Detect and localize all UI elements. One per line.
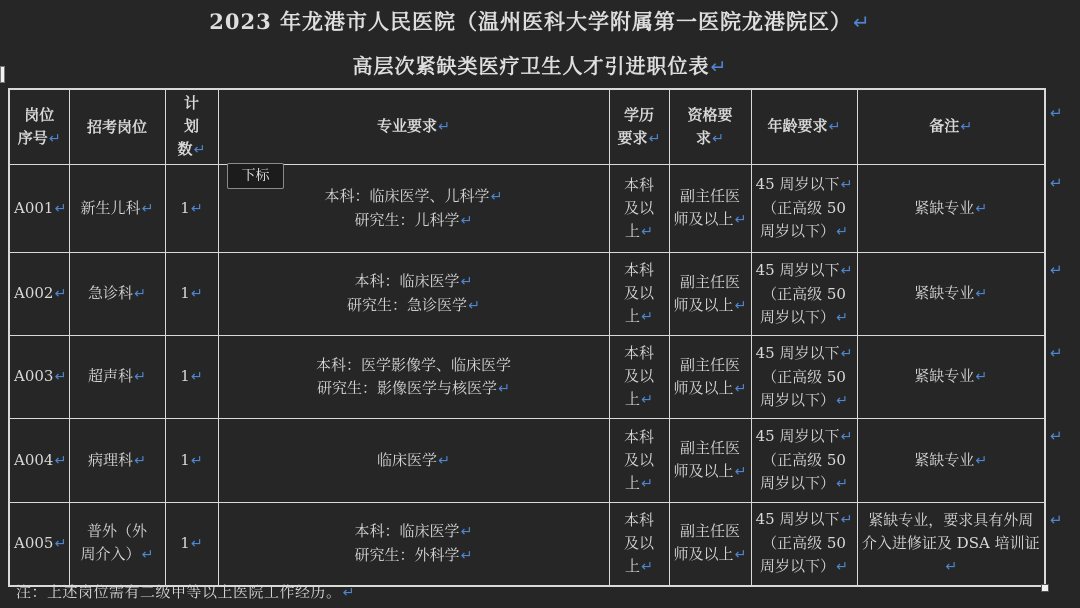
- cell-line: 周岁以下）↵: [760, 222, 848, 240]
- table-cell[interactable]: [751, 419, 857, 503]
- table-cell[interactable]: [751, 336, 857, 419]
- page-edge-marker: [0, 66, 5, 83]
- pilcrow-mark: ↵: [836, 224, 848, 240]
- pilcrow-mark: ↵: [460, 547, 473, 564]
- pilcrow-mark: ↵: [54, 369, 67, 385]
- pilcrow-mark: ↵: [498, 380, 510, 397]
- pilcrow-mark: ↵: [641, 223, 653, 240]
- table-cell[interactable]: [751, 503, 857, 586]
- table-body: [9, 165, 1045, 586]
- table-cell[interactable]: [165, 419, 218, 503]
- table-header-row: [9, 89, 1045, 165]
- pilcrow-mark: ↵: [960, 119, 973, 135]
- cell-line: 研究生：影像医学与核医学↵: [317, 378, 510, 397]
- pilcrow-mark: ↵: [840, 177, 853, 193]
- pilcrow-mark: ↵: [836, 392, 848, 409]
- cell-line: 副主任医: [679, 439, 740, 457]
- cell-line: 1↵: [180, 367, 203, 385]
- pilcrow-mark: ↵: [490, 188, 503, 205]
- cell-line: 及以: [623, 367, 654, 385]
- pilcrow-mark: ↵: [836, 476, 848, 492]
- table-cell[interactable]: [69, 419, 165, 503]
- cell-line: 及以: [623, 450, 654, 469]
- pilcrow-mark: ↵: [460, 212, 473, 229]
- column-header[interactable]: [857, 89, 1045, 165]
- table-cell[interactable]: [609, 336, 669, 419]
- pilcrow-mark: ↵: [438, 119, 450, 135]
- cell-line: 45 周岁以下↵: [755, 510, 853, 529]
- table-cell[interactable]: [165, 336, 218, 419]
- cell-line: 副主任医: [679, 355, 740, 374]
- cell-line: 急诊科↵: [88, 284, 146, 302]
- pilcrow-mark: ↵: [641, 475, 653, 492]
- table-cell[interactable]: [857, 503, 1045, 586]
- cell-line: 紧缺专业↵: [914, 367, 988, 385]
- column-header[interactable]: [9, 89, 69, 165]
- pilcrow-mark: ↵: [734, 547, 747, 564]
- cell-line: 师及以上↵: [673, 210, 747, 228]
- table-cell[interactable]: [9, 165, 69, 253]
- table-cell[interactable]: [669, 503, 751, 586]
- pilcrow-mark: ↵: [54, 200, 67, 217]
- table-cell[interactable]: [669, 336, 751, 419]
- table-row: [9, 336, 1045, 419]
- pilcrow-mark: ↵: [836, 559, 848, 576]
- table-cell[interactable]: [669, 253, 751, 336]
- cell-line: 45 周岁以下↵: [755, 427, 853, 445]
- cell-line: 超声科↵: [88, 367, 146, 385]
- cell-line: 1↵: [180, 533, 203, 552]
- column-header[interactable]: [669, 89, 751, 165]
- cell-line: 周岁以下）↵: [760, 307, 848, 326]
- pilcrow-mark: ↵: [710, 56, 728, 78]
- cell-line: 师及以上↵: [673, 462, 747, 480]
- cell-line: 研究生：急诊医学↵: [347, 296, 480, 314]
- pilcrow-mark: ↵: [134, 369, 146, 385]
- cell-line: 师及以上↵: [673, 295, 747, 314]
- pilcrow-mark: ↵: [141, 547, 154, 564]
- row-end-pilcrow-mark: ↵: [1050, 427, 1063, 445]
- table-cell[interactable]: [9, 419, 69, 503]
- cell-line: 本科: [623, 344, 654, 362]
- table-row: [9, 165, 1045, 253]
- header-line: 岗位: [24, 105, 55, 124]
- pilcrow-mark: ↵: [840, 512, 853, 529]
- cell-line: 研究生：外科学↵: [354, 545, 473, 564]
- cell-line: A004↵: [14, 450, 67, 469]
- cell-line: 师及以上↵: [673, 378, 747, 397]
- cell-line: 1↵: [180, 284, 203, 302]
- cell-line: 本科：医学影像学、临床医学: [315, 355, 511, 374]
- pilcrow-mark: ↵: [48, 130, 61, 147]
- cell-line: A002↵: [14, 284, 67, 302]
- table-cell[interactable]: [165, 503, 218, 586]
- table-cell[interactable]: [218, 503, 609, 586]
- cell-line: 新生儿科↵: [80, 198, 154, 217]
- pilcrow-mark: ↵: [641, 309, 653, 325]
- pilcrow-mark: ↵: [438, 452, 450, 469]
- cell-line: （正高级 50: [762, 284, 846, 303]
- document-title-line2: 高层次紧缺类医疗卫生人才引进职位表↵: [352, 54, 728, 78]
- cell-line: 师及以上↵: [673, 545, 747, 564]
- column-header[interactable]: [69, 89, 165, 165]
- cell-line: 及以: [623, 284, 654, 302]
- pilcrow-mark: ↵: [734, 380, 747, 397]
- header-line: 资格要: [687, 105, 733, 124]
- pilcrow-mark: ↵: [975, 286, 988, 302]
- cell-line: 副主任医: [679, 187, 740, 205]
- table-cell[interactable]: [669, 419, 751, 503]
- cell-line: 普外（外: [86, 522, 147, 541]
- header-line: 招考岗位: [86, 117, 147, 136]
- table-row: [9, 503, 1045, 586]
- table-cell[interactable]: [218, 336, 609, 419]
- footnote: 注：上述岗位需有二级甲等以上医院工作经历。↵: [16, 583, 355, 601]
- pilcrow-mark: ↵: [836, 309, 848, 326]
- cell-line: 及以: [623, 533, 654, 552]
- row-end-pilcrow-mark: ↵: [1050, 344, 1063, 362]
- cell-line: 副主任医: [679, 272, 740, 291]
- header-line: 要求↵: [617, 128, 661, 147]
- pilcrow-mark: ↵: [641, 392, 653, 408]
- cell-line: 上↵: [625, 390, 653, 408]
- pilcrow-mark: ↵: [945, 558, 958, 575]
- pilcrow-mark: ↵: [734, 464, 747, 480]
- pilcrow-mark: ↵: [712, 130, 724, 147]
- pilcrow-mark: ↵: [54, 535, 67, 552]
- header-line: 备注↵: [929, 117, 973, 135]
- table-header: [9, 89, 1045, 165]
- pilcrow-mark: ↵: [975, 369, 988, 385]
- table-cell[interactable]: [751, 253, 857, 336]
- header-line: 求↵: [696, 128, 724, 147]
- header-line: 专业要求↵: [377, 117, 450, 135]
- cell-line: 本科: [623, 175, 654, 194]
- column-header[interactable]: [165, 89, 218, 165]
- cell-line: 及以: [623, 198, 654, 217]
- cell-line: 45 周岁以下↵: [755, 343, 853, 362]
- table-cell[interactable]: [857, 419, 1045, 503]
- cell-line: 本科: [623, 427, 654, 446]
- cell-line: 周岁以下）↵: [760, 474, 848, 492]
- table-cell[interactable]: [857, 253, 1045, 336]
- cell-line: 上↵: [625, 307, 653, 325]
- pilcrow-mark: ↵: [840, 345, 853, 362]
- pilcrow-mark: ↵: [468, 298, 480, 314]
- subscript-tooltip: 下标: [227, 163, 284, 189]
- pilcrow-mark: ↵: [342, 585, 355, 601]
- cell-line: 45 周岁以下↵: [755, 260, 853, 279]
- table-resize-handle[interactable]: [1041, 584, 1049, 592]
- pilcrow-mark: ↵: [54, 452, 67, 469]
- pilcrow-mark: ↵: [641, 558, 653, 575]
- pilcrow-mark: ↵: [190, 452, 203, 469]
- table-cell[interactable]: [165, 165, 218, 253]
- header-line: 计: [183, 94, 199, 112]
- pilcrow-mark: ↵: [734, 297, 747, 314]
- pilcrow-mark: ↵: [975, 452, 988, 469]
- cell-line: 上↵: [625, 556, 653, 575]
- pilcrow-mark: ↵: [134, 286, 146, 302]
- table-cell[interactable]: [9, 503, 69, 586]
- table-cell[interactable]: [69, 336, 165, 419]
- header-line: 数↵: [177, 140, 206, 158]
- table-cell[interactable]: [751, 165, 857, 253]
- cell-line: 介入进修证及 DSA 培训证↵: [861, 533, 1040, 575]
- cell-line: 本科：临床医学、儿科学↵: [324, 186, 503, 205]
- table-cell[interactable]: [669, 165, 751, 253]
- pilcrow-mark: ↵: [54, 286, 67, 302]
- column-header[interactable]: [218, 89, 609, 165]
- table-row: [9, 253, 1045, 336]
- table-cell[interactable]: [9, 253, 69, 336]
- cell-line: 副主任医: [679, 522, 740, 541]
- header-line: 划: [183, 117, 199, 135]
- cell-line: （正高级 50: [762, 199, 846, 217]
- table-cell[interactable]: [609, 165, 669, 253]
- table-cell[interactable]: [165, 253, 218, 336]
- cell-line: （正高级 50: [762, 451, 846, 469]
- cell-line: 研究生：儿科学↵: [354, 210, 473, 229]
- cell-line: A001↵: [14, 198, 67, 217]
- cell-line: （正高级 50: [762, 367, 846, 386]
- pilcrow-mark: ↵: [648, 130, 661, 147]
- table-cell[interactable]: [857, 336, 1045, 419]
- cell-line: A003↵: [14, 367, 67, 385]
- pilcrow-mark: ↵: [190, 369, 203, 385]
- cell-line: 周岁以下）↵: [760, 557, 848, 576]
- pilcrow-mark: ↵: [190, 286, 203, 302]
- pilcrow-mark: ↵: [141, 200, 154, 217]
- pilcrow-mark: ↵: [134, 452, 146, 469]
- cell-line: 1↵: [180, 450, 203, 469]
- column-header[interactable]: [751, 89, 857, 165]
- cell-line: 45 周岁以下↵: [755, 175, 853, 193]
- pilcrow-mark: ↵: [975, 200, 988, 217]
- pilcrow-mark: ↵: [828, 119, 841, 135]
- cell-line: 本科：临床医学↵: [354, 272, 473, 290]
- cell-line: A005↵: [14, 533, 67, 552]
- cell-line: 本科：临床医学↵: [354, 521, 473, 540]
- pilcrow-mark: ↵: [734, 212, 747, 228]
- cell-line: 周岁以下）↵: [760, 390, 848, 409]
- table-cell[interactable]: [9, 336, 69, 419]
- table-cell[interactable]: [69, 503, 165, 586]
- row-end-pilcrow-mark: ↵: [1050, 261, 1063, 279]
- cell-line: 临床医学↵: [377, 450, 450, 469]
- pilcrow-mark: ↵: [840, 429, 853, 445]
- position-table: [8, 88, 1046, 587]
- pilcrow-mark: ↵: [840, 262, 853, 279]
- cell-line: 上↵: [625, 473, 653, 492]
- cell-line: 病理科↵: [88, 450, 146, 469]
- cell-line: （正高级 50: [762, 534, 846, 553]
- pilcrow-mark: ↵: [190, 200, 203, 217]
- table-cell[interactable]: [609, 503, 669, 586]
- pilcrow-mark: ↵: [193, 142, 206, 158]
- table-cell[interactable]: [218, 419, 609, 503]
- cell-line: 紧缺专业，要求具有外周: [868, 510, 1034, 529]
- cell-line: 紧缺专业↵: [914, 450, 988, 469]
- cell-line: 紧缺专业↵: [914, 198, 988, 217]
- cell-line: 本科: [623, 261, 654, 279]
- table-row: [9, 419, 1045, 503]
- cell-line: 本科: [623, 510, 654, 529]
- table-cell[interactable]: [857, 165, 1045, 253]
- table-cell[interactable]: [69, 165, 165, 253]
- document-title-line1: 2023 年龙港市人民医院（温州医科大学附属第一医院龙港院区）↵: [209, 9, 871, 34]
- table-cell[interactable]: [218, 253, 609, 336]
- row-end-pilcrow-mark: ↵: [1050, 511, 1063, 529]
- row-end-pilcrow-mark: ↵: [1050, 104, 1063, 122]
- table-cell[interactable]: [609, 253, 669, 336]
- row-end-pilcrow-mark: ↵: [1050, 174, 1063, 192]
- pilcrow-mark: ↵: [460, 523, 473, 540]
- cell-line: 紧缺专业↵: [914, 284, 988, 302]
- table-cell[interactable]: [609, 419, 669, 503]
- header-line: 学历: [623, 105, 654, 124]
- table-cell[interactable]: [69, 253, 165, 336]
- header-line: 年龄要求↵: [767, 117, 841, 135]
- cell-line: 上↵: [625, 221, 653, 240]
- header-line: 序号↵: [17, 128, 61, 147]
- pilcrow-mark: ↵: [460, 274, 473, 290]
- pilcrow-mark: ↵: [190, 535, 203, 552]
- column-header[interactable]: [609, 89, 669, 165]
- cell-line: 周介入）↵: [80, 545, 154, 564]
- pilcrow-mark: ↵: [853, 10, 871, 34]
- cell-line: 1↵: [180, 198, 203, 217]
